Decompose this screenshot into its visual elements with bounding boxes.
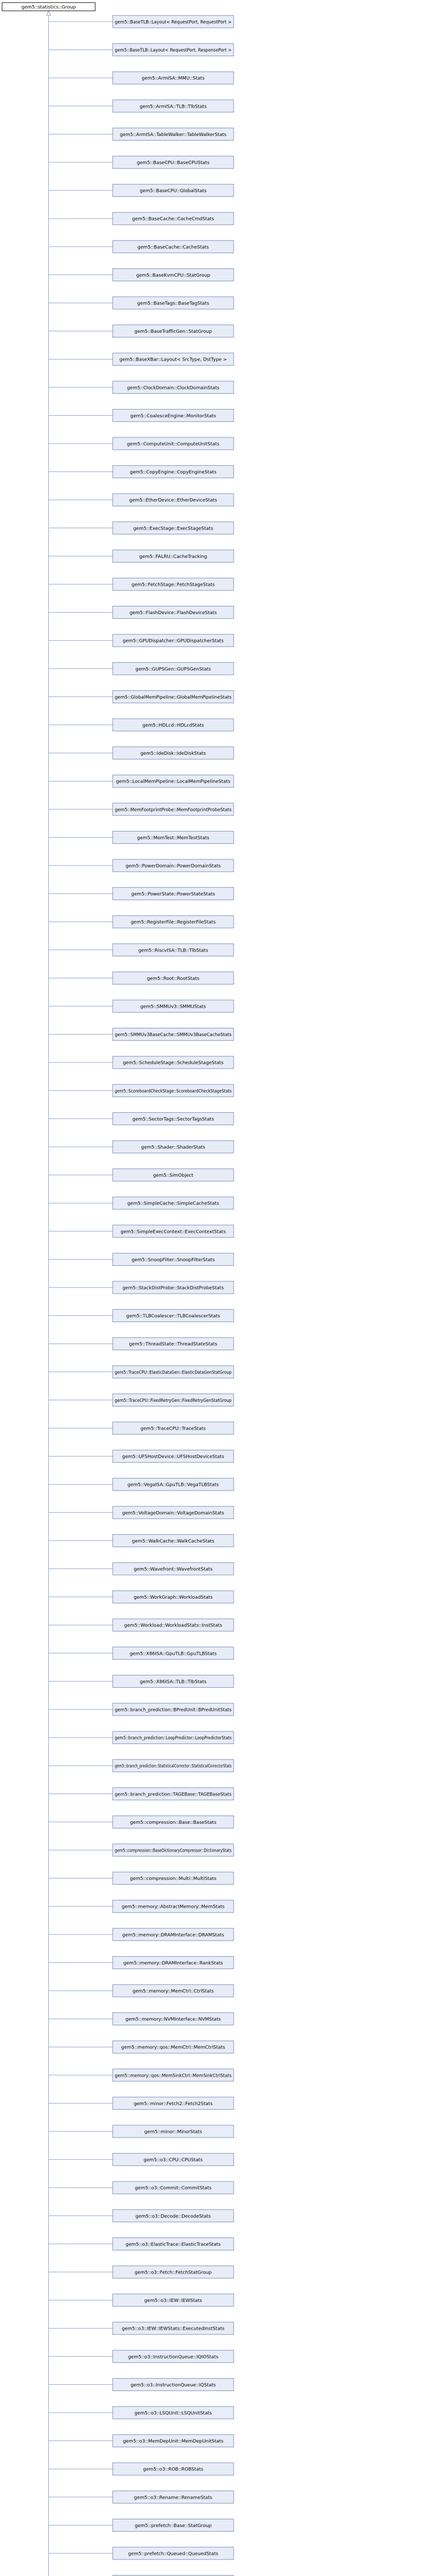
derived-class-label: gem5::VegaISA::GpuTLB::VegaTLBStats bbox=[127, 1482, 219, 1488]
derived-class-label: gem5::PowerState::PowerStateStats bbox=[131, 892, 215, 897]
derived-class-node[interactable] bbox=[113, 437, 234, 450]
derived-class-node[interactable] bbox=[113, 466, 234, 478]
derived-class-node[interactable] bbox=[113, 1056, 234, 1069]
derived-class-node[interactable] bbox=[113, 44, 234, 56]
derived-class-label: gem5::prefetch::Queued::QueuedStats bbox=[128, 2551, 219, 2557]
derived-class-label: gem5::ArmISA::TableWalker::TableWalkerStats bbox=[119, 132, 227, 138]
derived-class-node[interactable] bbox=[113, 2069, 234, 2081]
derived-class-node[interactable] bbox=[113, 2491, 234, 2503]
derived-class-label: gem5::TraceCPU::ElasticDataGen::ElasticDataGenStatGroup bbox=[115, 1370, 232, 1376]
derived-class-label: gem5::FlashDevice::FlashDeviceStats bbox=[129, 611, 217, 616]
derived-class-node[interactable] bbox=[113, 2238, 234, 2250]
derived-class-label: gem5::o3::MemDepUnit::MemDepUnitStats bbox=[122, 2439, 224, 2445]
derived-class-node[interactable] bbox=[113, 184, 234, 197]
derived-class-label: gem5::o3::IEW::IEWStats bbox=[144, 2298, 202, 2304]
derived-class-node[interactable] bbox=[113, 1506, 234, 1519]
derived-class-label: gem5::SMMUv3::SMMUStats bbox=[140, 1004, 206, 1010]
derived-class-label: gem5::BaseTLB::Layout< RequestPort, ResponsePort > bbox=[115, 48, 232, 54]
derived-class-label: gem5::GlobalMemPipeline::GlobalMemPipelineStats bbox=[115, 694, 232, 700]
derived-class-label: gem5::VoltageDomain::VoltageDomainStats bbox=[122, 1511, 224, 1516]
derived-class-label: gem5::o3::Rename::RenameStats bbox=[134, 2495, 213, 2501]
derived-class-node[interactable] bbox=[113, 1000, 234, 1012]
derived-class-node[interactable] bbox=[113, 1534, 234, 1547]
derived-class-node[interactable] bbox=[113, 2181, 234, 2194]
derived-class-label: gem5::o3::ROB::ROBStats bbox=[143, 2467, 204, 2472]
derived-class-node[interactable] bbox=[113, 888, 234, 900]
derived-class-label: gem5::ScoreboardCheckStage::ScoreboardCheckStageStats bbox=[115, 1089, 232, 1094]
derived-class-label: gem5::Root::RootStats bbox=[147, 976, 200, 981]
derived-class-label: gem5::RegisterFile::RegisterFileStats bbox=[130, 920, 216, 925]
derived-class-node[interactable] bbox=[113, 1900, 234, 1912]
derived-class-node[interactable] bbox=[113, 2013, 234, 2025]
derived-class-label: gem5::minor::MinorStats bbox=[144, 2129, 202, 2135]
derived-class-node[interactable] bbox=[113, 944, 234, 956]
derived-class-label: gem5::TraceCPU::FixedRetryGen::FixedRetryGenStatGroup bbox=[115, 1398, 232, 1403]
derived-class-label: gem5::FALRU::CacheTracking bbox=[139, 554, 207, 560]
derived-class-label: gem5::memory::MemCtrl::CtrlStats bbox=[132, 1989, 214, 1994]
derived-class-label: gem5::ExecStage::ExecStageStats bbox=[133, 526, 214, 532]
derived-class-label: gem5::WorkGraph::WorkloadStats bbox=[133, 1595, 213, 1601]
derived-class-node[interactable] bbox=[113, 325, 234, 337]
derived-class-node[interactable] bbox=[113, 2547, 234, 2560]
derived-class-label: gem5::minor::Fetch2::Fetch2Stats bbox=[133, 2101, 213, 2107]
derived-class-label: gem5::SimpleCache::SimpleCacheStats bbox=[127, 1201, 219, 1207]
derived-class-label: gem5::GUPSGen::GUPSGenStats bbox=[135, 667, 211, 672]
derived-class-node[interactable] bbox=[113, 1872, 234, 1885]
derived-class-node[interactable] bbox=[113, 1675, 234, 1687]
derived-class-node[interactable] bbox=[113, 241, 234, 253]
derived-class-label: gem5::LocalMemPipeline::LocalMemPipelineStats bbox=[116, 779, 231, 785]
derived-class-node[interactable] bbox=[113, 1197, 234, 1209]
derived-class-label: gem5::o3::InstructionQueue::IQStats bbox=[130, 2382, 216, 2388]
derived-class-node[interactable] bbox=[113, 1619, 234, 1631]
derived-class-label: gem5::CoalesceEngine::MonitorStats bbox=[130, 413, 216, 419]
derived-class-label: gem5::EtherDevice::EtherDeviceStats bbox=[129, 498, 217, 503]
derived-class-node[interactable] bbox=[113, 128, 234, 140]
derived-class-label: gem5::TLBCoalescer::TLBCoalescerStats bbox=[126, 1314, 220, 1319]
derived-class-node[interactable] bbox=[113, 747, 234, 759]
root-class-label: gem5::statistics::Group bbox=[21, 5, 76, 10]
derived-class-node[interactable] bbox=[113, 2435, 234, 2447]
derived-class-label: gem5::BaseCPU::GlobalStats bbox=[139, 189, 207, 194]
derived-class-label: gem5::compression::BaseDictionaryCompressor::DictionaryStats bbox=[115, 1848, 232, 1854]
derived-class-node[interactable] bbox=[113, 2322, 234, 2334]
derived-class-label: gem5::memory::DRAMInterface::DRAMStats bbox=[122, 1933, 224, 1938]
derived-class-label: gem5::StackDistProbe::StackDistProbeStats bbox=[122, 1285, 224, 1291]
derived-class-node[interactable] bbox=[113, 1591, 234, 1603]
derived-class-label: gem5::MemTest::MemTestStats bbox=[137, 835, 209, 841]
derived-class-node[interactable] bbox=[113, 1985, 234, 1997]
derived-class-node[interactable] bbox=[113, 2097, 234, 2109]
derived-class-label: gem5::MemFootprintProbe::MemFootprintProbeStats bbox=[115, 807, 232, 813]
derived-class-node[interactable] bbox=[113, 1732, 234, 1744]
derived-class-label: gem5::BaseTrafficGen::StatGroup bbox=[134, 329, 212, 335]
derived-class-label: gem5::Workload::WorkloadStats::InstStats bbox=[124, 1623, 222, 1629]
derived-class-label: gem5::memory::qos::MemCtrl::MemCtrlStats bbox=[121, 2045, 225, 2050]
derived-class-node[interactable] bbox=[113, 2406, 234, 2419]
derived-class-node[interactable] bbox=[113, 2294, 234, 2307]
derived-class-node[interactable] bbox=[113, 1478, 234, 1490]
derived-class-label: gem5::prefetch::Base::StatGroup bbox=[134, 2523, 212, 2529]
derived-class-node[interactable] bbox=[113, 381, 234, 394]
derived-class-label: gem5::BaseCache::CacheCmdStats bbox=[132, 216, 215, 222]
derived-class-label: gem5::ScheduleStage::ScheduleStageStats bbox=[122, 1060, 224, 1066]
derived-class-label: gem5::o3::LSQUnit::LSQUnitStats bbox=[134, 2411, 212, 2416]
derived-class-node[interactable] bbox=[113, 606, 234, 619]
derived-class-label: gem5::ArmISA::TLB::TlbStats bbox=[139, 104, 207, 110]
derived-class-node[interactable] bbox=[113, 1563, 234, 1575]
derived-class-label: gem5::Shader::ShaderStats bbox=[141, 1145, 205, 1150]
derived-class-node[interactable] bbox=[113, 2041, 234, 2053]
derived-class-label: gem5::SimObject bbox=[153, 1173, 193, 1179]
derived-class-label: gem5::branch_prediction::BPredUnit::BPredUnitStats bbox=[115, 1707, 232, 1713]
derived-class-label: gem5::FetchStage::FetchStageStats bbox=[131, 582, 215, 588]
derived-class-node[interactable] bbox=[113, 1337, 234, 1350]
derived-class-label: gem5::HDLcd::HDLcdStats bbox=[142, 723, 204, 728]
derived-class-node[interactable] bbox=[113, 1366, 234, 1378]
derived-class-node[interactable] bbox=[113, 1225, 234, 1238]
derived-class-node[interactable] bbox=[113, 578, 234, 590]
derived-class-node[interactable] bbox=[113, 1394, 234, 1406]
derived-class-label: gem5::memory::NVMInterface::NVMStats bbox=[125, 2017, 221, 2023]
derived-class-node[interactable] bbox=[113, 634, 234, 647]
derived-class-label: gem5::SectorTags::SectorTagsStats bbox=[132, 1116, 214, 1122]
derived-class-node[interactable] bbox=[113, 1028, 234, 1041]
derived-class-label: gem5::SimpleExecContext::ExecContextStats bbox=[120, 1229, 226, 1235]
derived-class-label: gem5::X86ISA::TLB::TlbStats bbox=[139, 1679, 207, 1685]
derived-class-node[interactable] bbox=[113, 1844, 234, 1856]
derived-class-node[interactable] bbox=[113, 522, 234, 534]
derived-class-label: gem5::branch_prediction::LoopPredictor::LoopPredictorStats bbox=[115, 1736, 232, 1741]
derived-class-label: gem5::o3::Fetch::FetchStatGroup bbox=[134, 2270, 212, 2276]
derived-class-node[interactable] bbox=[113, 1141, 234, 1153]
derived-class-node[interactable] bbox=[113, 156, 234, 168]
derived-class-node[interactable] bbox=[113, 1253, 234, 1265]
derived-class-node[interactable] bbox=[113, 2210, 234, 2222]
derived-class-node[interactable] bbox=[113, 1928, 234, 1941]
derived-class-label: gem5::IdeDisk::IdeDiskStats bbox=[140, 751, 206, 757]
derived-class-label: gem5::o3::IEW::IEWStats::ExecutedInstStats bbox=[121, 2326, 225, 2332]
derived-class-label: gem5::compression::Base::BaseStats bbox=[130, 1820, 217, 1825]
derived-class-node[interactable] bbox=[113, 2350, 234, 2363]
derived-class-node[interactable] bbox=[113, 719, 234, 731]
derived-class-node[interactable] bbox=[113, 972, 234, 984]
derived-class-label: gem5::ComputeUnit::ComputeUnitStats bbox=[127, 442, 220, 447]
derived-class-label: gem5::memory::qos::MemSinkCtrl::MemSinkCtrlStats bbox=[115, 2073, 232, 2079]
derived-class-label: gem5::PowerDomain::PowerDomainStats bbox=[125, 863, 221, 869]
derived-class-node[interactable] bbox=[113, 1084, 234, 1097]
derived-class-node[interactable] bbox=[113, 916, 234, 928]
derived-class-node[interactable] bbox=[113, 1956, 234, 1969]
derived-class-nodes bbox=[113, 15, 234, 2576]
derived-class-node[interactable] bbox=[113, 409, 234, 421]
derived-class-node[interactable] bbox=[113, 831, 234, 843]
derived-class-label: gem5::BaseCache::CacheStats bbox=[137, 245, 209, 250]
derived-class-node[interactable] bbox=[113, 268, 234, 281]
derived-class-label: gem5::branch_prediction::TAGEBase::TAGEBaseStats bbox=[115, 1792, 232, 1798]
derived-class-node[interactable] bbox=[113, 15, 234, 28]
derived-class-node[interactable] bbox=[113, 1816, 234, 1828]
derived-class-node[interactable] bbox=[113, 1422, 234, 1434]
derived-class-node[interactable] bbox=[113, 2266, 234, 2278]
derived-class-label: gem5::o3::Commit::CommitStats bbox=[135, 2185, 212, 2191]
derived-class-node[interactable] bbox=[113, 2519, 234, 2531]
derived-class-label: gem5::TraceCPU::TraceStats bbox=[140, 1426, 206, 1432]
derived-class-label: gem5::ArmISA::MMU::Stats bbox=[142, 76, 205, 81]
derived-class-node[interactable] bbox=[113, 1759, 234, 1772]
inheritance-edges bbox=[47, 11, 113, 2576]
derived-class-node[interactable] bbox=[113, 2463, 234, 2475]
derived-class-label: gem5::ClockDomain::ClockDomainStats bbox=[127, 385, 220, 391]
derived-class-label: gem5::BaseXBar::Layout< SrcType, DstType > bbox=[119, 357, 227, 363]
derived-class-label: gem5::BaseTLB::Layout< RequestPort, RequestPort > bbox=[115, 20, 232, 25]
derived-class-node[interactable] bbox=[113, 2378, 234, 2391]
derived-class-label: gem5::o3::InstructionQueue::IQIOStats bbox=[128, 2354, 219, 2360]
derived-class-node[interactable] bbox=[113, 1112, 234, 1125]
inheritance-arrowhead bbox=[47, 11, 51, 15]
derived-class-label: gem5::X86ISA::GpuTLB::GpuTLBStats bbox=[129, 1651, 217, 1657]
derived-class-node[interactable] bbox=[113, 100, 234, 112]
derived-class-label: gem5::o3::Decode::DecodeStats bbox=[135, 2214, 211, 2219]
derived-class-label: gem5::RiscvISA::TLB::TlbStats bbox=[138, 948, 208, 954]
derived-class-node[interactable] bbox=[113, 690, 234, 703]
derived-class-node[interactable] bbox=[113, 2154, 234, 2166]
derived-class-node[interactable] bbox=[113, 663, 234, 675]
derived-class-node[interactable] bbox=[113, 494, 234, 506]
derived-class-node[interactable] bbox=[113, 297, 234, 309]
derived-class-node[interactable] bbox=[113, 1310, 234, 1322]
derived-class-label: gem5::BaseTags::BaseTagStats bbox=[137, 301, 209, 307]
derived-class-label: gem5::memory::DRAMInterface::RankStats bbox=[123, 1960, 223, 1966]
root-class-node[interactable] bbox=[2, 3, 95, 11]
derived-class-label: gem5::SnoopFilter::SnoopFilterStats bbox=[131, 1257, 215, 1263]
derived-class-node[interactable] bbox=[113, 1788, 234, 1800]
derived-class-label: gem5::memory::AbstractMemory::MemStats bbox=[121, 1904, 225, 1910]
derived-class-label: gem5::Wavefront::WavefrontStats bbox=[133, 1567, 213, 1572]
derived-class-label: gem5::WalkCache::WalkCacheStats bbox=[132, 1538, 215, 1544]
derived-class-node[interactable] bbox=[113, 1169, 234, 1181]
derived-class-node[interactable] bbox=[113, 353, 234, 365]
derived-class-label: gem5::o3::CPU::CPUStats bbox=[144, 2158, 203, 2163]
derived-class-node[interactable] bbox=[113, 550, 234, 562]
derived-class-node[interactable] bbox=[113, 775, 234, 787]
derived-class-node[interactable] bbox=[113, 1281, 234, 1294]
derived-class-node[interactable] bbox=[113, 2125, 234, 2138]
derived-class-label: gem5::UFSHostDevice::UFSHostDeviceStats bbox=[122, 1454, 224, 1460]
derived-class-node[interactable] bbox=[113, 859, 234, 872]
derived-class-label: gem5::branch_prediction::StatisticalCorrector::StatisticalCorrectorStats bbox=[115, 1764, 232, 1769]
derived-class-node[interactable] bbox=[113, 1647, 234, 1659]
derived-class-label: gem5::GPUDispatcher::GPUDispatcherStats bbox=[122, 638, 224, 644]
derived-class-label: gem5::BaseCPU::BaseCPUStats bbox=[136, 160, 210, 166]
derived-class-node[interactable] bbox=[113, 1703, 234, 1716]
derived-class-label: gem5::SMMUv3BaseCache::SMMUv3BaseCacheStats bbox=[115, 1032, 232, 1038]
derived-class-label: gem5::o3::ElasticTrace::ElasticTraceStats bbox=[126, 2242, 221, 2247]
derived-class-node[interactable] bbox=[113, 72, 234, 84]
derived-class-label: gem5::ThreadState::ThreadStateStats bbox=[129, 1342, 218, 1347]
derived-class-label: gem5::CopyEngine::CopyEngineStats bbox=[130, 470, 217, 476]
derived-class-label: gem5::BaseKvmCPU::StatGroup bbox=[136, 273, 210, 278]
derived-class-node[interactable] bbox=[113, 803, 234, 816]
derived-class-node[interactable] bbox=[113, 1450, 234, 1463]
derived-class-node[interactable] bbox=[113, 212, 234, 225]
derived-class-label: gem5::compression::Multi::MultiStats bbox=[130, 1876, 217, 1882]
